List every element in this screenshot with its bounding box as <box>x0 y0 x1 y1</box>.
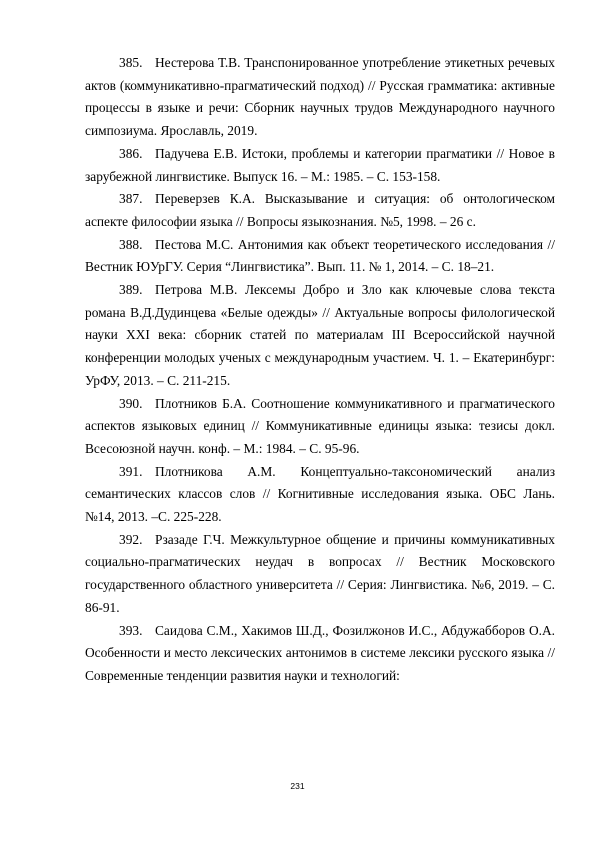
entry-text: Саидова С.М., Хакимов Ш.Д., Фозилжонов И.С., Абдужабборов О.А. Особенности и место лексических антонимов в системе лексики русского языка // Современные тенденции развития науки и технологий: <box>85 622 555 683</box>
entry-text: Пестова М.С. Антонимия как объект теоретического исследования // Вестник ЮУрГУ. Серия “Лингвистика”. Вып. 11. № 1, 2014. – С. 18–21. <box>85 236 555 275</box>
entry-text: Переверзев К.А. Высказывание и ситуация: об онтологическом аспекте философии языка // Вопросы языкознания. №5, 1998. – 26 с. <box>85 191 555 229</box>
entry-number: 391. <box>119 463 143 479</box>
bibliography-entry <box>85 52 555 143</box>
bibliography-entry <box>85 188 555 233</box>
entry-number: 392. <box>119 531 143 547</box>
bibliography-entry <box>85 620 555 688</box>
entry-text: Нестерова Т.В. Транспонированное употребление этикетных речевых актов (коммуникативно-прагматический подход) // Русская грамматика: активные процессы в языке и речи: Сборник научных трудов Международного научного симпозиума. Ярославль, 2019. <box>85 55 555 139</box>
entry-number: 386. <box>119 145 143 161</box>
entry-number: 388. <box>119 236 143 252</box>
bibliography-entry <box>85 461 555 529</box>
entry-number: 390. <box>119 395 143 411</box>
entry-number: 387. <box>119 191 143 207</box>
page-number: 231 <box>290 781 305 791</box>
entry-number: 393. <box>119 622 143 638</box>
bibliography-entry <box>85 393 555 461</box>
bibliography-entry <box>85 279 555 393</box>
entry-text: Петрова М.В. Лексемы Добро и Зло как ключевые слова текста романа В.Д.Дудинцева «Белые одежды» // Актуальные вопросы филологической науки XXI века: сборник статей по материалам III Всероссийской научной конференции молодых ученых с международным участием. Ч. 1. – Екатеринбург: УрФУ, 2013. – С. 211-215. <box>85 282 555 388</box>
entry-text: Падучева Е.В. Истоки, проблемы и категории прагматики // Новое в зарубежной лингвистике. Выпуск 16. – М.: 1985. – С. 153-158. <box>85 145 555 184</box>
entry-text: Рзазаде Г.Ч. Межкультурное общение и причины коммуникативных социально-прагматических неудач в вопросах // Вестник Московского государственного областного университета // Серия: Лингвистика. №6, 2019. – С. 86-91. <box>85 531 555 615</box>
bibliography-entry <box>85 143 555 188</box>
entry-number: 385. <box>119 55 143 70</box>
bibliography-entry <box>85 529 555 620</box>
bibliography-entry <box>85 234 555 279</box>
bibliography-list <box>85 52 555 688</box>
entry-text: Плотникова А.М. Концептуально-таксономический анализ семантических классов слов // Когнитивные исследования языка. ОБС Лань. №14, 2013. –С. 225-228. <box>85 463 555 525</box>
entry-text: Плотников Б.А. Соотношение коммуникативного и прагматического аспектов языковых единиц // Коммуникативные единицы языка: тезисы докл. Всесоюзной научн. конф. – М.: 1984. – С. 95-96. <box>85 395 555 456</box>
entry-number: 389. <box>119 282 143 298</box>
